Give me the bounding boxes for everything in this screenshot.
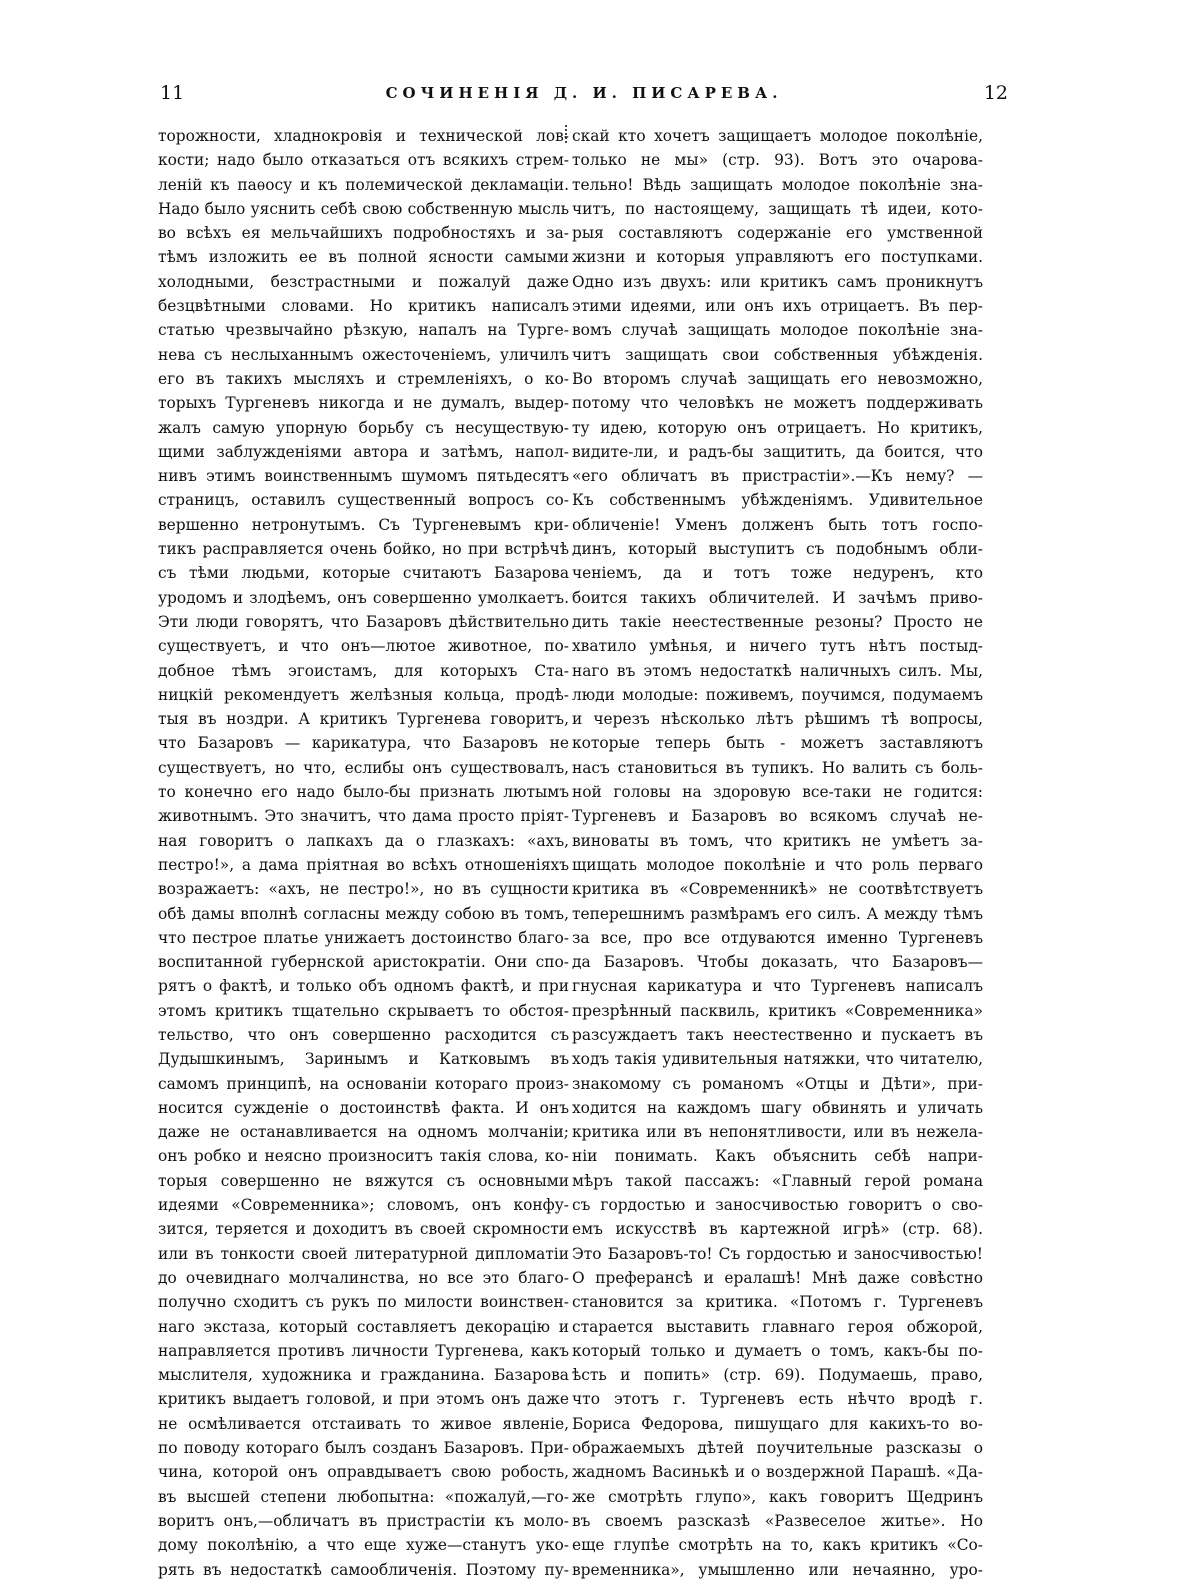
page-number-right: 12: [983, 82, 1008, 104]
text-line: же смотрѣть глупо», какъ говоритъ Щедринъ: [572, 1487, 983, 1506]
text-line: хватило умѣнья, и ничего тутъ нѣтъ постыд-: [572, 637, 983, 656]
text-line: что пестрое платье унижаетъ достоинство благо-: [158, 928, 569, 947]
text-line: за все, про все отдуваются именно Тургеневъ: [572, 928, 983, 947]
text-line: насъ становиться въ тупикъ. Но валить съ боль-: [572, 758, 983, 777]
text-line: рятъ о фактѣ, и только объ одномъ фактѣ, и при: [158, 977, 569, 996]
text-line: люди молодые: поживемъ, поучимся, подумаемъ: [572, 685, 983, 704]
text-line: рять въ недостаткѣ самообличенія. Поэтому пу-: [158, 1560, 569, 1579]
text-line: животнымъ. Это значитъ, что дама просто пріят-: [158, 807, 569, 826]
text-line: жизни и которыя управляютъ его поступками.: [572, 248, 983, 267]
text-line: тыя въ ноздри. А критикъ Тургенева говоритъ,: [158, 710, 569, 729]
text-line: емъ искусствѣ въ картежной игрѣ» (стр. 68).: [572, 1220, 983, 1239]
text-line: этомъ критикъ тщательно скрываетъ то обстоя-: [158, 1001, 569, 1020]
text-line: или въ тонкости своей литературной дипломатіи: [158, 1244, 569, 1263]
text-line: этими идеями, или онъ ихъ отрицаетъ. Въ пер-: [572, 297, 983, 316]
text-line: скай кто хочетъ защищаетъ молодое поколѣніе,: [572, 127, 983, 145]
text-line: щищать молодое поколѣніе и что роль перваго: [572, 855, 983, 874]
text-line: жалъ самую упорную борьбу съ несуществую-: [158, 418, 569, 437]
text-line: дому поколѣнію, а что еще хуже—станутъ уко-: [158, 1536, 569, 1555]
text-line: видите-ли, и радъ-бы защитить, да боится, что: [572, 442, 983, 461]
text-line: ная говоритъ о лапкахъ да о глазкахъ: «ахъ,: [158, 831, 569, 850]
text-line: мѣръ такой пассажъ: «Главный герой романа: [572, 1171, 983, 1190]
text-line: Бориса Федорова, пишущаго для какихъ-то во-: [572, 1414, 983, 1433]
text-line: зится, теряется и доходитъ въ своей скромности: [158, 1220, 569, 1239]
text-line: щими заблужденіями автора и затѣмъ, напол-: [158, 442, 569, 461]
text-line: только не мы» (стр. 93). Вотъ это очарова-: [572, 151, 983, 170]
text-line: по поводу котораго былъ созданъ Базаровъ. При-: [158, 1439, 569, 1458]
text-line: рыя составляютъ содержаніе его умственной: [572, 224, 983, 243]
text-line: читъ, по настоящему, защищать тѣ идеи, кото-: [572, 199, 983, 218]
text-line: боится такихъ обличителей. И зачѣмъ приво-: [572, 588, 983, 607]
text-line: обѣ дамы вполнѣ согласны между собою въ томъ,: [158, 904, 569, 923]
text-line: обличеніе! Уменъ долженъ быть тотъ госпо-: [572, 515, 983, 534]
text-line: что Базаровъ — карикатура, что Базаровъ не: [158, 734, 569, 753]
text-line: Къ собственнымъ убѣжденіямъ. Удивительное: [572, 491, 983, 510]
text-line: воспитанной губернской аристократіи. Они спо-: [158, 953, 569, 972]
text-line: О преферансѣ и ералашѣ! Мнѣ даже совѣстно: [572, 1268, 983, 1287]
text-line: мыслителя, художника и гражданина. Базарова: [158, 1366, 569, 1385]
text-line: критика или въ непонятливости, или въ нежела-: [572, 1123, 983, 1142]
text-line: носится сужденіе о достоинствѣ факта. И онъ: [158, 1098, 569, 1117]
text-line: вомъ случаѣ защищать молодое поколѣніе зна-: [572, 321, 983, 340]
text-line: наго въ этомъ недостаткѣ наличныхъ силъ. Мы,: [572, 661, 983, 680]
text-column-left: [158, 124, 569, 1582]
text-line: да Базаровъ. Чтобы доказать, что Базаровъ—: [572, 953, 983, 972]
text-line: холодными, безстрастными и пожалуй даже: [158, 272, 569, 291]
text-line: вершенно нетронутымъ. Съ Тургеневымъ кри-: [158, 515, 569, 534]
text-line: читъ защищать свои собственныя убѣжденія.: [572, 345, 983, 364]
page-header: [160, 76, 1008, 116]
text-line: еще глупѣе смотрѣть на то, какъ критикъ «Со-: [572, 1536, 983, 1555]
text-line: нивъ этимъ воинственнымъ шумомъ пятьдесятъ: [158, 467, 569, 486]
text-line: критикъ выдаетъ головой, и при этомъ онъ даже: [158, 1390, 569, 1409]
text-line: дить такіе неестественные резоны? Просто не: [572, 612, 983, 631]
text-line: ходъ такія удивительныя натяжки, что читателю,: [572, 1050, 983, 1069]
text-line: критика въ «Современникѣ» не соотвѣтствуетъ: [572, 880, 983, 899]
text-line: даже не останавливается на одномъ молчаніи;: [158, 1123, 569, 1142]
text-line: чина, которой онъ оправдываетъ свою робость,: [158, 1463, 569, 1482]
text-line: существуетъ, но что, еслибы онъ существовалъ,: [158, 758, 569, 777]
text-line: направляется противъ личности Тургенева, какъ: [158, 1341, 569, 1360]
text-line: ніи понимать. Какъ объяснить себѣ напри-: [572, 1147, 983, 1166]
text-line: тельство, что онъ совершенно расходится съ: [158, 1025, 569, 1044]
text-line: кости; надо было отказаться отъ всякихъ стрем-: [158, 151, 569, 170]
text-line: пестро!», а дама пріятная во всѣхъ отношеніяхъ: [158, 855, 569, 874]
running-title: СОЧИНЕНІЯ Д. И. ПИСАРЕВА.: [385, 84, 783, 102]
text-line: «его обличатъ въ пристрастіи».—Къ нему? —: [572, 467, 983, 486]
text-line: во всѣхъ ея мельчайшихъ подробностяхъ и за-: [158, 224, 569, 243]
text-line: страницъ, оставилъ существенный вопросъ со-: [158, 491, 569, 510]
text-line: Одно изъ двухъ: или критикъ самъ проникнутъ: [572, 272, 983, 291]
text-line: что этотъ г. Тургеневъ есть нѣчто вродѣ г.: [572, 1390, 983, 1409]
text-line: до очевиднаго молчалинства, но все это благо-: [158, 1268, 569, 1287]
text-line: онъ робко и неясно произноситъ такія слова, ко-: [158, 1147, 569, 1166]
text-line: ной головы на здоровую все-таки не годится:: [572, 783, 983, 802]
text-line: съ тѣми людьми, которые считаютъ Базарова: [158, 564, 569, 583]
text-line: въ своемъ разсказѣ «Развеселое житье». Но: [572, 1511, 983, 1530]
text-line: ображаемыхъ дѣтей поучительные разсказы о: [572, 1439, 983, 1458]
text-line: тѣмъ изложить ее въ полной ясности самыми: [158, 248, 569, 267]
text-line: тикъ расправляется очень бойко, но при встрѣчѣ: [158, 540, 569, 559]
text-line: торыя совершенно не вяжутся съ основными: [158, 1171, 569, 1190]
text-line: торожности, хладнокровія и технической лов-: [158, 127, 569, 145]
text-line: то конечно его надо было-бы признать лютымъ: [158, 783, 569, 802]
text-line: потому что человѣкъ не можетъ поддерживать: [572, 394, 983, 413]
page-number-left: 11: [160, 82, 185, 104]
text-line: тельно! Вѣдь защищать молодое поколѣніе зна-: [572, 175, 983, 194]
text-line: ницкій рекомендуетъ желѣзныя кольца, продѣ-: [158, 685, 569, 704]
text-line: которые теперь быть - можетъ заставляютъ: [572, 734, 983, 753]
text-line: гнусная карикатура и что Тургеневъ написалъ: [572, 977, 983, 996]
text-line: временника», умышленно или нечаянно, уро-: [572, 1560, 983, 1579]
text-line: леній къ паѳосу и къ полемической декламаціи.: [158, 175, 569, 194]
text-line: Это Базаровъ-то! Съ гордостью и заносчивостью!: [572, 1244, 983, 1263]
text-line: старается выставить главнаго героя обжорой,: [572, 1317, 983, 1336]
text-line: торыхъ Тургеневъ никогда и не думалъ, выдер-: [158, 394, 569, 413]
text-line: Эти люди говорятъ, что Базаровъ дѣйствительно: [158, 612, 569, 631]
text-line: его въ такихъ мысляхъ и стремленіяхъ, о ко-: [158, 369, 569, 388]
text-line: Надо было уяснить себѣ свою собственную мысль: [158, 199, 569, 218]
text-line: идеями «Современника»; словомъ, онъ конфу-: [158, 1196, 569, 1215]
text-line: воритъ онъ,—обличатъ въ пристрастіи къ моло-: [158, 1511, 569, 1530]
text-line: ѣсть и попить» (стр. 69). Подумаешь, право,: [572, 1366, 983, 1385]
text-line: теперешнимъ размѣрамъ его силъ. А между тѣмъ: [572, 904, 983, 923]
text-line: уродомъ и злодѣемъ, онъ совершенно умолкаетъ.: [158, 588, 569, 607]
text-line: ходится на каждомъ шагу обвинять и уличать: [572, 1098, 983, 1117]
text-line: виноваты въ томъ, что критикъ не умѣетъ за-: [572, 831, 983, 850]
text-line: безцвѣтными словами. Но критикъ написалъ: [158, 297, 569, 316]
text-line: становится за критика. «Потомъ г. Тургеневъ: [572, 1293, 983, 1312]
text-line: ту идею, которую онъ отрицаетъ. Но критикъ,: [572, 418, 983, 437]
text-line: самомъ принципѣ, на основаніи котораго произ-: [158, 1074, 569, 1093]
text-line: разсуждаетъ такъ неестественно и пускаетъ въ: [572, 1025, 983, 1044]
text-line: статью чрезвычайно рѣзкую, напалъ на Турге-: [158, 321, 569, 340]
text-line: существуетъ, и что онъ—лютое животное, по-: [158, 637, 569, 656]
text-line: нева съ неслыханнымъ ожесточеніемъ, уличилъ: [158, 345, 569, 364]
text-line: который только и думаетъ о томъ, какъ-бы по-: [572, 1341, 983, 1360]
text-line: Тургеневъ и Базаровъ во всякомъ случаѣ не-: [572, 807, 983, 826]
text-line: получно сходитъ съ рукъ по милости воинствен-: [158, 1293, 569, 1312]
text-line: динъ, который выступитъ съ подобнымъ обли-: [572, 540, 983, 559]
text-line: наго экстаза, который составляетъ декорацію и: [158, 1317, 569, 1336]
text-line: Во второмъ случаѣ защищать его невозможно,: [572, 369, 983, 388]
text-line: съ гордостью и заносчивостью говоритъ о сво-: [572, 1196, 983, 1215]
text-line: и черезъ нѣсколько лѣтъ рѣшимъ тѣ вопросы,: [572, 710, 983, 729]
text-line: не осмѣливается отстаивать то живое явленіе,: [158, 1414, 569, 1433]
text-column-right: [572, 124, 983, 1582]
text-line: въ высшей степени любопытна: «пожалуй,—го-: [158, 1487, 569, 1506]
text-line: Дудышкинымъ, Заринымъ и Катковымъ въ: [158, 1050, 569, 1069]
text-line: знакомому съ романомъ «Отцы и Дѣти», при-: [572, 1074, 983, 1093]
text-line: жадномъ Васинькѣ и о воздержной Парашѣ. «Да-: [572, 1463, 983, 1482]
text-line: добное тѣмъ эгоистамъ, для которыхъ Ста-: [158, 661, 569, 680]
text-line: ченіемъ, да и тотъ тоже недуренъ, кто: [572, 564, 983, 583]
text-line: презрѣнный пасквиль, критикъ «Современника»: [572, 1001, 983, 1020]
text-line: возражаетъ: «ахъ, не пестро!», но въ сущности: [158, 880, 569, 899]
